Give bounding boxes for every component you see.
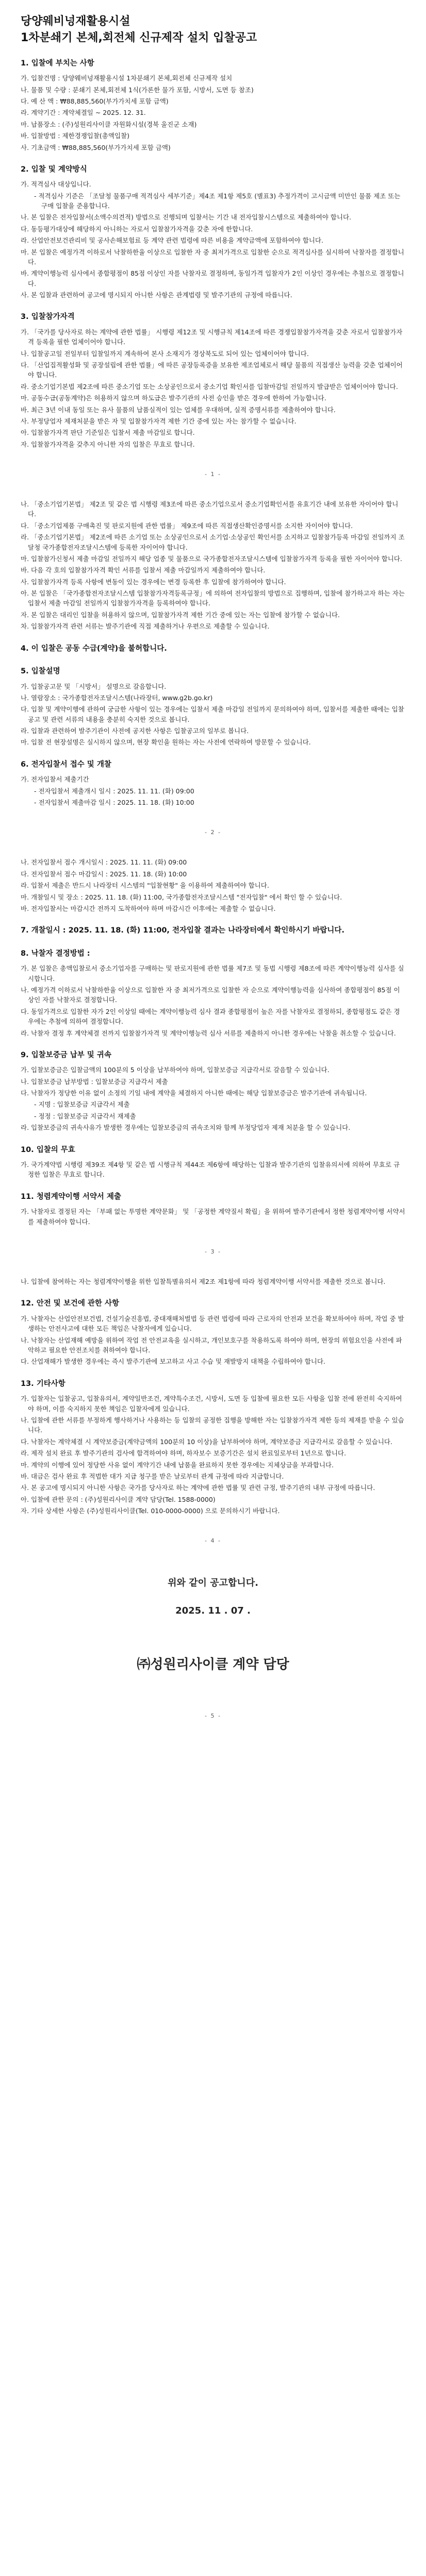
list-item: 마. 개찰일시 및 장소 : 2025. 11. 18. (화) 11:00, 국가종합전자조달시스템 "전자입찰" 에서 확인 할 수 있습니다. [21, 893, 342, 901]
list-item: 나. 「중소기업기본법」 제2조 및 같은 법 시행령 제3조에 따른 중소기업으로서 중소기업확인서를 유효기간 내에 보유한 자이어야 합니다. [21, 500, 399, 518]
section-10 [21, 1144, 405, 1180]
list-item: 마. 납품장소 : (주)성원리사이클 자원화시설(경북 울진군 소재) [21, 120, 197, 128]
title-line-2: 1차분쇄기 본체,회전체 신규제작 설치 입찰공고 [21, 31, 257, 44]
list-item: 나. 물품 및 수량 : 분쇄기 본체,회전체 1식(가론한 물가 포함, 시방서, 도면 등 참조) [21, 86, 254, 94]
section-4 [21, 643, 405, 654]
section-title: 5. 입찰설명 [21, 667, 60, 676]
section-12 [21, 1298, 405, 1366]
list-item: 가. 입찰공고문 및 「시방서」 설명으로 갈음합니다. [21, 682, 167, 690]
list-item: 가. 전자입찰서 제출기간 [21, 775, 89, 784]
notice-date: 2025. 11 . 07 . [175, 1605, 251, 1617]
list-item: 다. 입찰 및 계약이행에 관하여 궁금한 사항이 있는 경우에는 입찰서 제출 마감일 전일까지 문의하여야 하며, 입찰서를 제출한 때에는 입찰공고 및 관련 서류의 내용을 충분히 숙지한 것으로 봅니다. [21, 705, 404, 723]
list-item: 나. 본 입찰은 전자입찰서(소액수의견적) 방법으로 진행되며 입찰서는 기간 내 전자입찰시스템으로 제출하여야 합니다. [21, 213, 352, 222]
list-item: - 정정 : 입찰보증금 지급각서 재제출 [34, 1112, 136, 1120]
list-item: 마. 입찰참가신청서 제출 마감일 전일까지 해당 업종 및 물품으로 국가종합전자조달시스템에 입찰참가자격 등록을 필한 자이어야 합니다. [21, 554, 402, 563]
list-item: 나. 열람장소 : 국가종합전자조달시스템(나라장터, www.g2b.go.kr) [21, 693, 213, 702]
list-item: 라. 제작 설치 완료 후 발주기관의 검사에 합격하여야 하며, 하자보수 보증기간은 설치 완료일로부터 1년으로 합니다. [21, 1449, 346, 1458]
issuer-name: ㈜성원리사이클 계약 담당 [137, 1657, 289, 1673]
list-item: 라. 입찰과 관련하여 발주기관이 사전에 공지한 사항은 입찰공고의 일부로 봅니다. [21, 727, 249, 735]
list-item: 다. 전자입찰서 접수 마감일시 : 2025. 11. 18. (화) 10:00 [21, 870, 187, 878]
list-item: 라. 「중소기업기본법」 제2조에 따른 소기업 또는 소상공인으로서 소기업·소상공인 확인서를 소지하고 입찰참가등록 마감일 전일까지 조달청 국가종합전자조달시스템에 등록한 자이어야 합니다. [21, 533, 405, 551]
page-number: - 5 - [205, 1712, 221, 1719]
list-item: 나. 입찰공고일 전일부터 입찰일까지 계속하여 본사 소재지가 경상북도로 되어 있는 업체이어야 합니다. [21, 349, 309, 358]
section-8 [21, 948, 405, 1038]
list-item: 나. 입찰보증금 납부방법 : 입찰보증금 지급각서 제출 [21, 1077, 168, 1086]
list-item: 가. 낙찰자로 결정된 자는 「부패 없는 투명한 계약문화」 및 「공정한 계약질서 확립」을 위하여 발주기관에서 정한 청렴계약이행 서약서를 제출하여야 합니다. [21, 1208, 405, 1226]
section-title: 2. 입찰 및 계약방식 [21, 165, 87, 174]
section-11 [21, 1191, 405, 1227]
list-item: 나. 예정가격 이하로서 낙찰하한율 이상으로 입찰한 자 중 최저가격으로 입찰한 자 순으로 계약이행능력을 심사하여 종합평점이 85점 이상인 자를 낙찰자로 결정합니다. [21, 986, 400, 1004]
list-item: 마. 본 입찰은 예정가격 이하로서 낙찰하한율 이상으로 입찰한 자 중 최저가격으로 입찰한 순으로 적격심사를 실시하여 낙찰자를 결정합니다. [21, 248, 404, 266]
page-number: - 4 - [205, 1537, 221, 1545]
list-item: 가. 입찰자는 입찰공고, 입찰유의서, 계약일반조건, 계약특수조건, 시방서, 도면 등 입찰에 필요한 모든 사항을 입찰 전에 완전히 숙지하여야 하며, 이를 숙지하지 못한 책임은 입찰자에게 있습니다. [21, 1395, 402, 1413]
list-item: 라. 낙찰자 결정 후 계약체결 전까지 입찰참가자격 및 계약이행능력 심사 서류를 제출하지 아니한 경우에는 낙찰을 취소할 수 있습니다. [21, 1029, 396, 1037]
list-item: 가. 국가계약법 시행령 제39조 제4항 및 같은 법 시행규칙 제44조 제6항에 해당하는 입찰과 발주기관의 입찰유의서에 의하여 무효로 규정한 입찰은 무효로 합니다. [21, 1161, 400, 1179]
list-item: 마. 입찰 전 현장설명은 실시하지 않으며, 현장 확인을 원하는 자는 사전에 연락하여 방문할 수 있습니다. [21, 738, 311, 747]
list-item: 바. 전자입찰서는 마감시간 전까지 도착하여야 하며 마감시간 이후에는 제출할 수 없습니다. [21, 904, 276, 912]
list-item: 가. 입찰보증금은 입찰금액의 100분의 5 이상을 납부하여야 하며, 입찰보증금 지급각서로 갈음할 수 있습니다. [21, 1066, 330, 1074]
list-item: 아. 본 입찰은 「국가종합전자조달시스템 입찰참가자격등록규정」에 의하여 전자입찰의 방법으로 집행하며, 입찰에 참가하고자 하는 자는 입찰서 제출 마감일 전일까지 입찰참가자격을 등록하여야 합니다. [21, 589, 405, 607]
list-item: 다. 동등평가대상에 해당하지 아니하는 자로서 입찰참가자격을 갖춘 자에 한합니다. [21, 225, 253, 233]
section-title: 4. 이 입찰은 공동 수급(계약)을 불허합니다. [21, 644, 167, 653]
section-title: 13. 기타사항 [21, 1379, 65, 1388]
list-item: 차. 입찰참가자격 관련 서류는 발주기관에 직접 제출하거나 우편으로 제출할 수 있습니다. [21, 622, 270, 631]
list-item: 라. 입찰서 제출은 반드시 나라장터 시스템의 "입찰현황" 을 이용하여 제출하여야 합니다. [21, 882, 269, 890]
list-item: 자. 입찰참가자격을 갖추지 아니한 자의 입찰은 무효로 합니다. [21, 440, 195, 448]
list-item: 아. 입찰에 관한 문의 : (주)성원리사이클 계약 담당(Tel. 1588-0000) [21, 1495, 216, 1503]
section-title: 3. 입찰참가자격 [21, 313, 75, 321]
list-item: 바. 다음 각 호의 입찰참가자격 확인 서류를 입찰서 제출 마감일까지 제출하여야 합니다. [21, 566, 266, 574]
list-item: 라. 계약기간 : 계약체결일 ~ 2025. 12. 31. [21, 109, 146, 117]
list-item: 다. 낙찰자는 계약체결 시 계약보증금(계약금액의 100분의 10 이상)을 납부하여야 하며, 계약보증금 지급각서로 갈음할 수 있습니다. [21, 1437, 392, 1446]
section-9 [21, 1049, 405, 1133]
section-2 [21, 164, 405, 300]
list-item: - 전자입찰서 제출마감 일시 : 2025. 11. 18. (화) 10:00 [34, 799, 194, 807]
section-title: 11. 청렴계약이행 서약서 제출 [21, 1192, 121, 1201]
section-6-continued [21, 857, 405, 913]
section-1 [21, 58, 405, 152]
section-title: 1. 입찰에 부치는 사항 [21, 59, 94, 67]
list-item: 나. 낙찰자는 산업재해 예방을 위하여 작업 전 안전교육을 실시하고, 개인보호구를 착용하도록 하여야 하며, 현장의 위험요인을 사전에 파악하고 필요한 안전조치를 취하여야 합니다. [21, 1336, 402, 1354]
section-title: 12. 안전 및 보건에 관한 사항 [21, 1299, 119, 1308]
document-title [21, 13, 405, 46]
list-item: 사. 본 입찰과 관련하여 공고에 명시되지 아니한 사항은 관계법령 및 발주기관의 규정에 따릅니다. [21, 291, 292, 299]
section-title: 6. 전자입찰서 접수 및 개찰 [21, 760, 111, 769]
list-item: 라. 산업안전보건관리비 및 공사손해보험료 등 계약 관련 법령에 따른 비용을 계약금액에 포함하여야 합니다. [21, 236, 323, 245]
list-item: 나. 전자입찰서 접수 개시일시 : 2025. 11. 11. (화) 09:00 [21, 858, 187, 867]
list-item: 나. 입찰에 관한 서류를 부정하게 행사하거나 사용하는 등 입찰의 공정한 집행을 방해한 자는 입찰참가자격 제한 등의 제재를 받을 수 있습니다. [21, 1416, 404, 1434]
section-7 [21, 925, 405, 936]
list-item: 바. 계약이행능력 심사에서 종합평점이 85점 이상인 자를 낙찰자로 결정하며, 동일가격 입찰자가 2인 이상인 경우에는 추첨으로 결정합니다. [21, 269, 404, 287]
section-11-continued [21, 1277, 405, 1286]
section-title: 9. 입찰보증금 납부 및 귀속 [21, 1050, 111, 1059]
list-item: 다. 낙찰자가 정당한 이유 없이 소정의 기일 내에 계약을 체결하지 아니한 때에는 해당 입찰보증금은 발주기관에 귀속됩니다. [21, 1089, 367, 1097]
section-3 [21, 311, 405, 449]
section-3-continued [21, 499, 405, 632]
list-item: 사. 본 공고에 명시되지 아니한 사항은 국가를 당사자로 하는 계약에 관한 법률 및 관련 규정, 발주기관의 내부 규정에 따릅니다. [21, 1484, 375, 1492]
section-13 [21, 1378, 405, 1516]
list-item: 아. 입찰참가자격 판단 기준일은 입찰서 제출 마감일로 합니다. [21, 429, 195, 437]
section-title: 8. 낙찰자 결정방법 : [21, 949, 90, 958]
list-item: 바. 대금은 검사 완료 후 적법한 대가 지급 청구를 받은 날로부터 관계 규정에 따라 지급합니다. [21, 1472, 284, 1480]
list-item: - 전자입찰서 제출개시 일시 : 2025. 11. 11. (화) 09:00 [34, 787, 194, 795]
list-item: 가. 본 입찰은 총액입찰로서 중소기업자를 구매하는 및 판로지원에 관한 법률 제7조 및 동법 시행령 제8조에 따른 계약이행능력 심사를 실시합니다. [21, 964, 404, 982]
page-number: - 3 - [205, 1248, 221, 1256]
list-item: 라. 입찰보증금의 귀속사유가 발생한 경우에는 입찰보증금의 귀속조치와 함께 부정당업자 제재 처분을 할 수 있습니다. [21, 1124, 351, 1132]
list-item: 라. 중소기업기본법 제2조에 따른 중소기업 또는 소상공인으로서 중소기업 확인서를 입찰마감일 전일까지 발급받은 업체이어야 합니다. [21, 382, 398, 391]
list-item: 가. 적격심사 대상입니다. [21, 180, 91, 189]
list-item: 바. 최근 3년 이내 동일 또는 유사 물품의 납품실적이 있는 업체를 우대하며, 실적 증명서류를 제출하여야 합니다. [21, 405, 336, 414]
section-title: 7. 개찰일시 : 2025. 11. 18. (화) 11:00, 전자입찰 결과는 나라장터에서 확인하시기 바랍니다. [21, 926, 345, 935]
list-item: 다. 「중소기업제품 구매촉진 및 판로지원에 관한 법률」 제9조에 따른 직접생산확인증명서를 소지한 자이어야 합니다. [21, 521, 353, 530]
list-item: 나. 입찰에 참여하는 자는 청렴계약이행을 위한 입찰특별유의서 제2조 제1항에 따라 청렴계약이행 서약서를 제출한 것으로 봅니다. [21, 1278, 386, 1286]
closing-notice: 위와 같이 공고합니다. [168, 1578, 258, 1589]
section-title: 10. 입찰의 무효 [21, 1145, 75, 1154]
list-item: 자. 기타 상세한 사항은 (주)성원리사이클(Tel. 010-0000-0000) 으로 문의하시기 바랍니다. [21, 1507, 280, 1515]
list-item: 가. 「국가를 당사자로 하는 계약에 관한 법률」 시행령 제12조 및 시행규칙 제14조에 따른 경쟁입찰참가자격을 갖춘 자로서 입찰참가자격 등록을 필한 업체이어야 합니다. [21, 328, 403, 346]
list-item: 다. 예 산 액 : ₩88,885,560(부가가치세 포함 금액) [21, 97, 169, 105]
list-item: 사. 부정당업자 제재처분을 받은 자 및 입찰참가자격 제한 기간 중에 있는 자는 참가할 수 없습니다. [21, 417, 297, 425]
list-item: 바. 입찰방법 : 제한경쟁입찰(총액입찰) [21, 132, 129, 140]
list-item: 가. 낙찰자는 산업안전보건법, 건설기술진흥법, 중대재해처벌법 등 관련 법령에 따라 근로자의 안전과 보건을 확보하여야 하며, 작업 중 발생하는 안전사고에 대한 모든 책임은 낙찰자에게 있습니다. [21, 1314, 404, 1333]
list-item: - 지명 : 입찰보증금 지급각서 제출 [34, 1100, 130, 1109]
list-item: 마. 계약의 이행에 있어 정당한 사유 없이 계약기간 내에 납품을 완료하지 못한 경우에는 지체상금을 부과합니다. [21, 1461, 334, 1469]
list-item: 가. 입찰건명 : 당양웨비넝재활용시설 1차분쇄기 본체,회전체 신규제작 설치 [21, 74, 233, 82]
list-item: 자. 본 입찰은 대리인 입찰을 허용하지 않으며, 입찰참가자격 제한 기간 중에 있는 자는 입찰에 참가할 수 없습니다. [21, 611, 340, 619]
page-number: - 2 - [205, 829, 221, 836]
list-item: 다. 「산업집적활성화 및 공장설립에 관한 법률」에 따른 공장등록증을 보유한 제조업체로서 해당 물품의 직접생산 능력을 갖춘 업체이어야 합니다. [21, 361, 403, 379]
list-item: 다. 산업재해가 발생한 경우에는 즉시 발주기관에 보고하고 사고 수습 및 재발방지 대책을 수립하여야 합니다. [21, 1358, 325, 1366]
page-number: - 1 - [205, 471, 221, 478]
section-5 [21, 666, 405, 748]
list-item: 사. 기초금액 : ₩88,885,560(부가가치세 포함 금액) [21, 143, 171, 151]
list-item: - 적격심사 기준은 「조달청 물품구매 적격심사 세부기준」제4조 제1항 제5호 (별표3) 추정가격이 고시금액 미만인 물품 제조 또는 구매 입찰을 준용합니다. [34, 192, 401, 210]
list-item: 마. 공동수급(공동계약)은 허용하지 않으며 하도급은 발주기관의 사전 승인을 받은 경우에 한하여 가능합니다. [21, 394, 326, 402]
section-6 [21, 759, 405, 808]
list-item: 다. 동일가격으로 입찰한 자가 2인 이상일 때에는 계약이행능력 심사 결과 종합평점이 높은 자를 낙찰자로 결정하되, 종합평점도 같은 경우에는 추첨에 의하여 결정합니다. [21, 1007, 400, 1026]
title-line-1: 당양웨비넝재활용시설 [21, 15, 130, 28]
list-item: 사. 입찰참가자격 등록 사항에 변동이 있는 경우에는 변경 등록한 후 입찰에 참가하여야 합니다. [21, 578, 286, 586]
